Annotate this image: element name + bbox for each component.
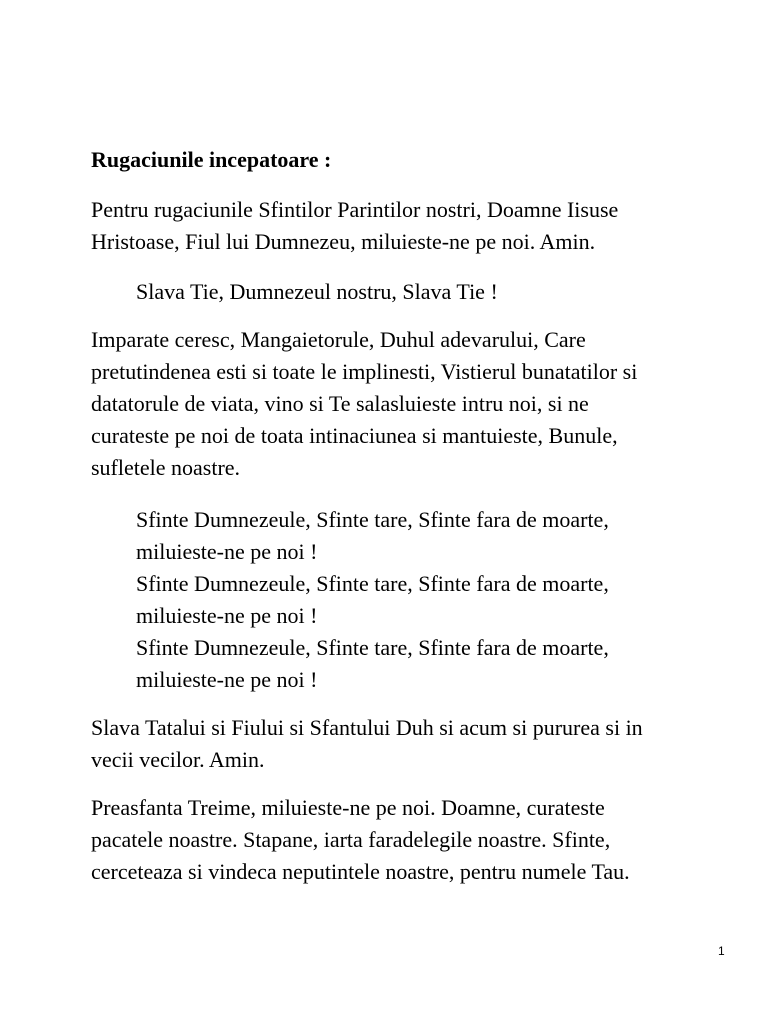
text-line: Preasfanta Treime, miluieste-ne pe noi. Doamne, curateste bbox=[91, 795, 605, 820]
text-line: miluieste-ne pe noi ! bbox=[136, 667, 318, 692]
text-line: Sfinte Dumnezeule, Sfinte tare, Sfinte fara de moarte, bbox=[136, 635, 609, 660]
text-line: Imparate ceresc, Mangaietorule, Duhul adevarului, Care bbox=[91, 327, 586, 352]
text-line: Sfinte Dumnezeule, Sfinte tare, Sfinte fara de moarte, bbox=[136, 507, 609, 532]
paragraph-imparate bbox=[91, 324, 741, 484]
section-heading: Rugaciunile incepatoare : bbox=[91, 147, 332, 172]
text-line: Slava Tie, Dumnezeul nostru, Slava Tie ! bbox=[136, 279, 498, 304]
text-line: Sfinte Dumnezeule, Sfinte tare, Sfinte fara de moarte, bbox=[136, 571, 609, 596]
paragraph-slava bbox=[136, 276, 768, 308]
text-line: miluieste-ne pe noi ! bbox=[136, 603, 318, 628]
text-line: curateste pe noi de toata intinaciunea si mantuieste, Bunule, bbox=[91, 423, 618, 448]
text-line: Slava Tatalui si Fiului si Sfantului Duh si acum si pururea si in bbox=[91, 715, 643, 740]
page-number: 1 bbox=[718, 944, 725, 958]
paragraph-intro bbox=[91, 194, 741, 258]
text-line: pretutindenea esti si toate le implinesti, Vistierul bunatatilor si bbox=[91, 359, 638, 384]
text-line: Pentru rugaciunile Sfintilor Parintilor nostri, Doamne Iisuse bbox=[91, 197, 619, 222]
text-line: pacatele noastre. Stapane, iarta faradelegile noastre. Sfinte, bbox=[91, 827, 611, 852]
text-line: vecii vecilor. Amin. bbox=[91, 747, 265, 772]
paragraph-preasfanta bbox=[91, 792, 741, 888]
text-line: datatorule de viata, vino si Te salasluieste intru noi, si ne bbox=[91, 391, 589, 416]
paragraph-sfinte bbox=[136, 504, 768, 696]
text-line: Hristoase, Fiul lui Dumnezeu, miluieste-ne pe noi. Amin. bbox=[91, 229, 596, 254]
text-line: sufletele noastre. bbox=[91, 455, 241, 480]
paragraph-slava-tatalui bbox=[91, 712, 741, 776]
text-line: miluieste-ne pe noi ! bbox=[136, 539, 318, 564]
text-line: cerceteaza si vindeca neputintele noastre, pentru numele Tau. bbox=[91, 859, 630, 884]
